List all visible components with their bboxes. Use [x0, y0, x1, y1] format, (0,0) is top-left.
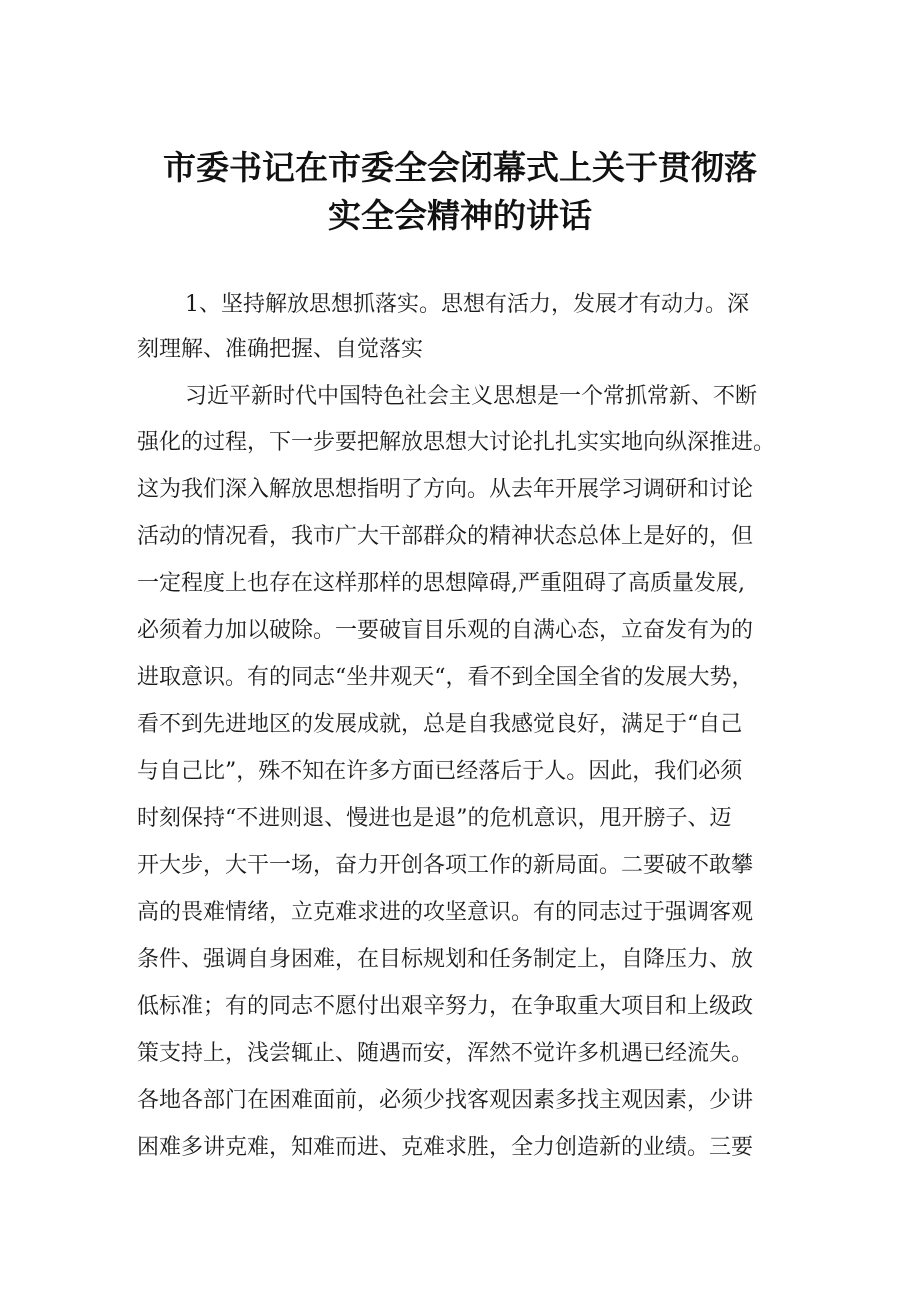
- section-heading-line-1: 1、坚持解放思想抓落实。思想有活力，发展才有动力。深: [185, 292, 749, 317]
- body-line-3: 这为我们深入解放思想指明了方向。从去年开展学习调研和讨论: [137, 477, 754, 502]
- body-line-16: 各地各部门在困难面前，必须少找客观因素多找主观因素，少讲: [137, 1088, 754, 1113]
- body-line-15: 策支持上，浅尝辄止、随遇而安，浑然不觉许多机遇已经流失。: [137, 1041, 754, 1066]
- body-line-8: 看不到先进地区的发展成就，总是自我感觉良好，满足于“自己: [137, 712, 743, 737]
- body-line-14: 低标准；有的同志不愿付出艰辛努力，在争取重大项目和上级政: [137, 994, 754, 1019]
- body-line-6: 必须着力加以破除。一要破盲目乐观的自满心态，立奋发有为的: [137, 618, 754, 643]
- body-line-12: 高的畏难情绪，立克难求进的攻坚意识。有的同志过于强调客观: [137, 900, 754, 925]
- body-line-13: 条件、强调自身困难，在目标规划和任务制定上，自降压力、放: [137, 947, 754, 972]
- body-line-7: 进取意识。有的同志“坐井观天“，看不到全国全省的发展大势，: [137, 665, 754, 690]
- body-line-2: 强化的过程，下一步要把解放思想大讨论扎扎实实地向纵深推进。: [137, 430, 776, 455]
- document-title-line-1: 市委书记在市委全会闭幕式上关于贯彻落: [163, 148, 757, 187]
- section-heading-line-2: 刻理解、准确把握、自觉落实: [137, 337, 424, 362]
- body-line-1: 习近平新时代中国特色社会主义思想是一个常抓常新、不断: [185, 384, 758, 409]
- body-line-11: 开大步，大干一场，奋力开创各项工作的新局面。二要破不敢攀: [137, 853, 754, 878]
- body-line-17: 困难多讲克难，知难而进、克难求胜，全力创造新的业绩。三要: [137, 1135, 754, 1160]
- body-line-9: 与自己比”，殊不知在许多方面已经落后于人。因此，我们必须: [137, 759, 743, 784]
- body-line-4: 活动的情况看，我市广大干部群众的精神状态总体上是好的，但: [137, 524, 754, 549]
- document-title-line-2: 实全会精神的讲话: [328, 196, 592, 235]
- body-line-5: 一定程度上也存在这样那样的思想障碍,严重阻碍了高质量发展,: [137, 571, 745, 596]
- body-line-10: 时刻保持“不进则退、慢进也是退”的危机意识，甩开膀子、迈: [137, 806, 732, 831]
